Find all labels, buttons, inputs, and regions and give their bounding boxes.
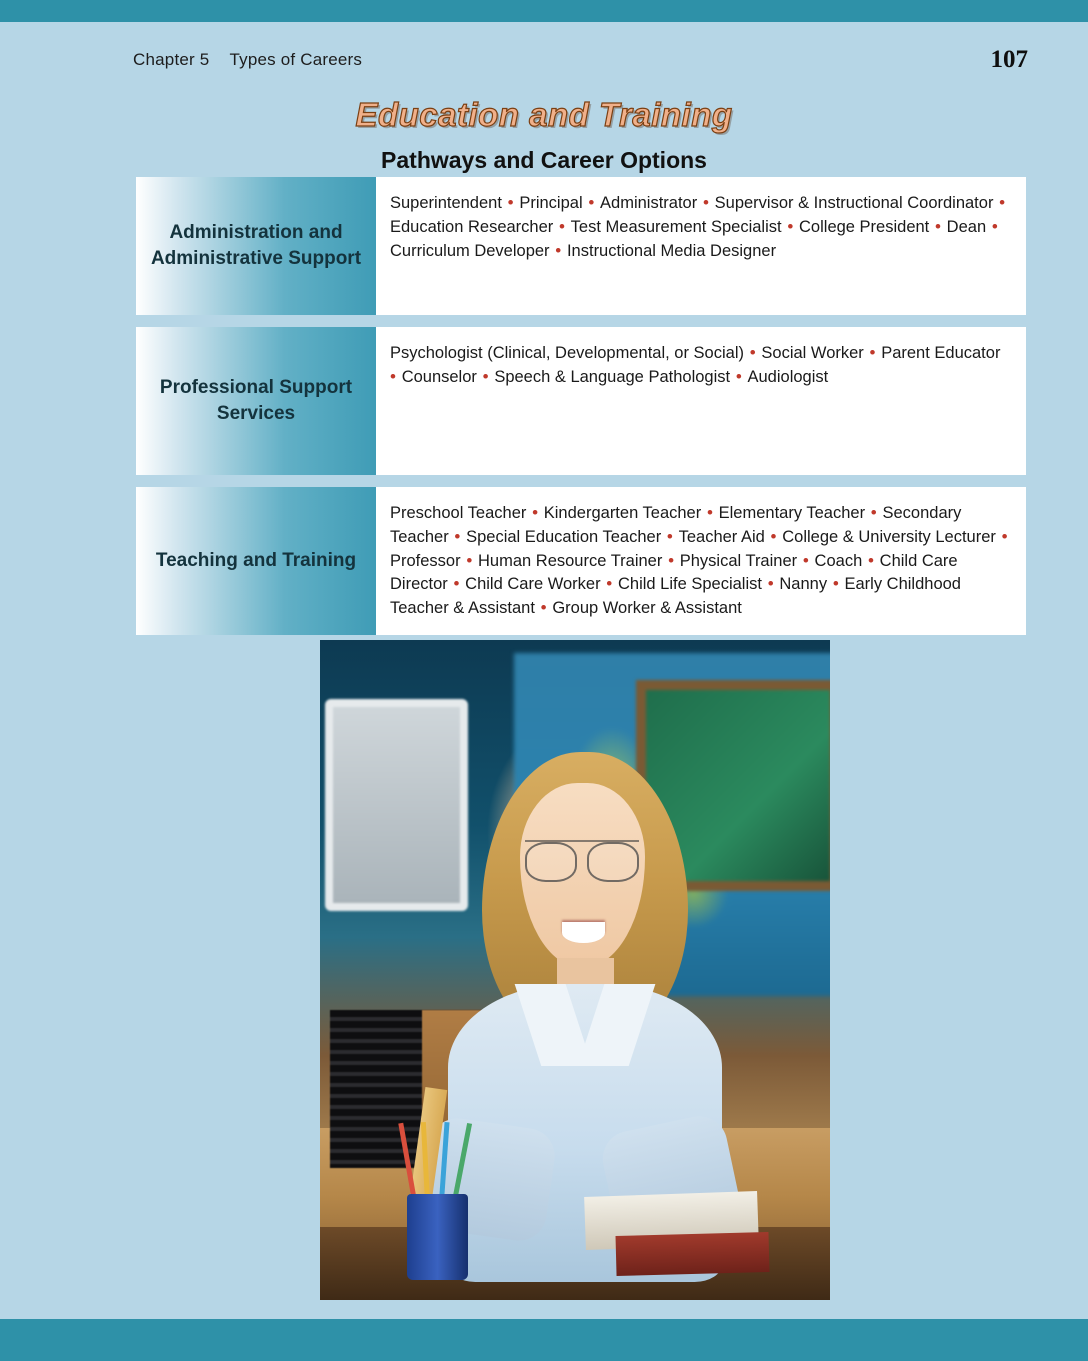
career-separator-bullet: • bbox=[762, 574, 779, 594]
career-item: Child Care Worker bbox=[465, 575, 601, 594]
table-row bbox=[136, 327, 1026, 475]
chapter-label: Chapter 5 bbox=[133, 50, 210, 69]
breadcrumb bbox=[133, 50, 362, 70]
career-item: Education Researcher bbox=[390, 217, 554, 236]
table-row bbox=[136, 177, 1026, 315]
career-item: Counselor bbox=[401, 367, 477, 386]
page-number: 107 bbox=[990, 46, 1028, 73]
career-item: Speech & Language Pathologist bbox=[494, 367, 731, 386]
photo-pencil-blue bbox=[439, 1122, 450, 1201]
row-label-text: Administration and Administrative Support bbox=[150, 222, 362, 269]
career-separator-bullet: • bbox=[601, 574, 617, 594]
career-separator-bullet: • bbox=[550, 240, 566, 260]
career-item: Early Childhood Teacher & Assistant bbox=[390, 575, 961, 618]
row-label-cell bbox=[136, 177, 376, 315]
career-item: Test Measurement Specialist bbox=[570, 217, 782, 236]
classroom-photo bbox=[320, 640, 830, 1300]
career-item: Nanny bbox=[779, 575, 828, 594]
career-item: Human Resource Trainer bbox=[478, 551, 663, 570]
photo-pencils bbox=[407, 1122, 473, 1201]
career-separator-bullet: • bbox=[782, 216, 799, 236]
career-separator-bullet: • bbox=[662, 526, 678, 546]
photo-book-red bbox=[615, 1232, 769, 1276]
career-separator-bullet: • bbox=[448, 574, 465, 594]
career-item: Physical Trainer bbox=[679, 551, 798, 570]
photo-pencil-yellow bbox=[421, 1122, 430, 1201]
chapter-title: Types of Careers bbox=[229, 50, 363, 69]
career-separator-bullet: • bbox=[535, 598, 552, 618]
page-header bbox=[133, 46, 1028, 80]
career-item: Dean bbox=[946, 217, 987, 236]
career-separator-bullet: • bbox=[866, 503, 882, 522]
career-separator-bullet: • bbox=[554, 216, 570, 236]
photo-teacher bbox=[442, 752, 728, 1267]
career-item: Group Worker & Assistant bbox=[552, 599, 742, 618]
document-page bbox=[0, 22, 1088, 1319]
page-subtitle: Pathways and Career Options bbox=[381, 147, 707, 174]
career-separator-bullet: • bbox=[663, 550, 679, 570]
career-separator-bullet: • bbox=[449, 526, 466, 546]
row-label-cell bbox=[136, 487, 376, 635]
career-item: Parent Educator bbox=[881, 344, 1001, 362]
row-label-cell bbox=[136, 327, 376, 475]
career-item: Child Life Specialist bbox=[617, 575, 762, 594]
career-separator-bullet: • bbox=[828, 574, 844, 594]
photo-pencil-green bbox=[452, 1123, 472, 1202]
career-item: Principal bbox=[519, 194, 583, 212]
title-block bbox=[28, 97, 1060, 174]
career-item: Supervisor & Instructional Coordinator bbox=[714, 194, 994, 212]
career-item: College President bbox=[799, 217, 930, 236]
career-separator-bullet: • bbox=[863, 550, 879, 570]
career-item: Preschool Teacher bbox=[390, 504, 527, 522]
career-item: Professor bbox=[390, 551, 461, 570]
career-item: Secondary Teacher bbox=[390, 504, 962, 546]
career-separator-bullet: • bbox=[996, 526, 1008, 546]
footer-band bbox=[0, 1319, 1088, 1361]
career-item: Audiologist bbox=[747, 367, 829, 386]
career-item: Special Education Teacher bbox=[466, 527, 662, 546]
career-separator-bullet: • bbox=[731, 366, 747, 386]
career-item: Child Care Director bbox=[390, 551, 958, 594]
photo-smile bbox=[562, 922, 605, 943]
photo-image bbox=[320, 640, 830, 1300]
photo-glasses bbox=[525, 840, 639, 878]
career-separator-bullet: • bbox=[461, 550, 478, 570]
career-item: Social Worker bbox=[761, 344, 864, 362]
career-item: Elementary Teacher bbox=[718, 504, 866, 522]
career-item: Coach bbox=[814, 551, 863, 570]
career-separator-bullet: • bbox=[698, 193, 714, 212]
row-careers-cell bbox=[376, 327, 1026, 475]
career-separator-bullet: • bbox=[798, 550, 814, 570]
career-separator-bullet: • bbox=[477, 366, 494, 386]
career-item: Kindergarten Teacher bbox=[543, 504, 702, 522]
row-label-text: Professional Support Services bbox=[159, 377, 353, 424]
career-separator-bullet: • bbox=[390, 366, 401, 386]
page-content-area bbox=[28, 22, 1060, 1319]
page-title: Education and Training bbox=[355, 96, 733, 133]
career-item: Administrator bbox=[600, 194, 698, 212]
career-item: Curriculum Developer bbox=[390, 241, 550, 260]
career-separator-bullet: • bbox=[994, 193, 1006, 212]
row-careers-cell bbox=[376, 177, 1026, 315]
career-separator-bullet: • bbox=[702, 503, 718, 522]
table-row bbox=[136, 487, 1026, 635]
career-separator-bullet: • bbox=[864, 343, 881, 362]
career-item: Psychologist (Clinical, Developmental, or Social) bbox=[390, 344, 744, 362]
career-separator-bullet: • bbox=[930, 216, 946, 236]
career-separator-bullet: • bbox=[502, 193, 519, 212]
career-separator-bullet: • bbox=[583, 193, 600, 212]
row-label-text: Teaching and Training bbox=[155, 550, 357, 572]
career-item: College & University Lecturer bbox=[782, 527, 996, 546]
career-separator-bullet: • bbox=[527, 503, 543, 522]
career-pathways-table bbox=[136, 177, 1026, 647]
career-item: Superintendent bbox=[390, 194, 502, 212]
career-item: Instructional Media Designer bbox=[566, 241, 777, 260]
career-separator-bullet: • bbox=[765, 526, 782, 546]
row-careers-cell bbox=[376, 487, 1026, 635]
career-item: Teacher Aid bbox=[678, 527, 765, 546]
photo-pencil-cup bbox=[407, 1194, 468, 1280]
career-separator-bullet: • bbox=[987, 216, 998, 236]
career-separator-bullet: • bbox=[744, 343, 761, 362]
